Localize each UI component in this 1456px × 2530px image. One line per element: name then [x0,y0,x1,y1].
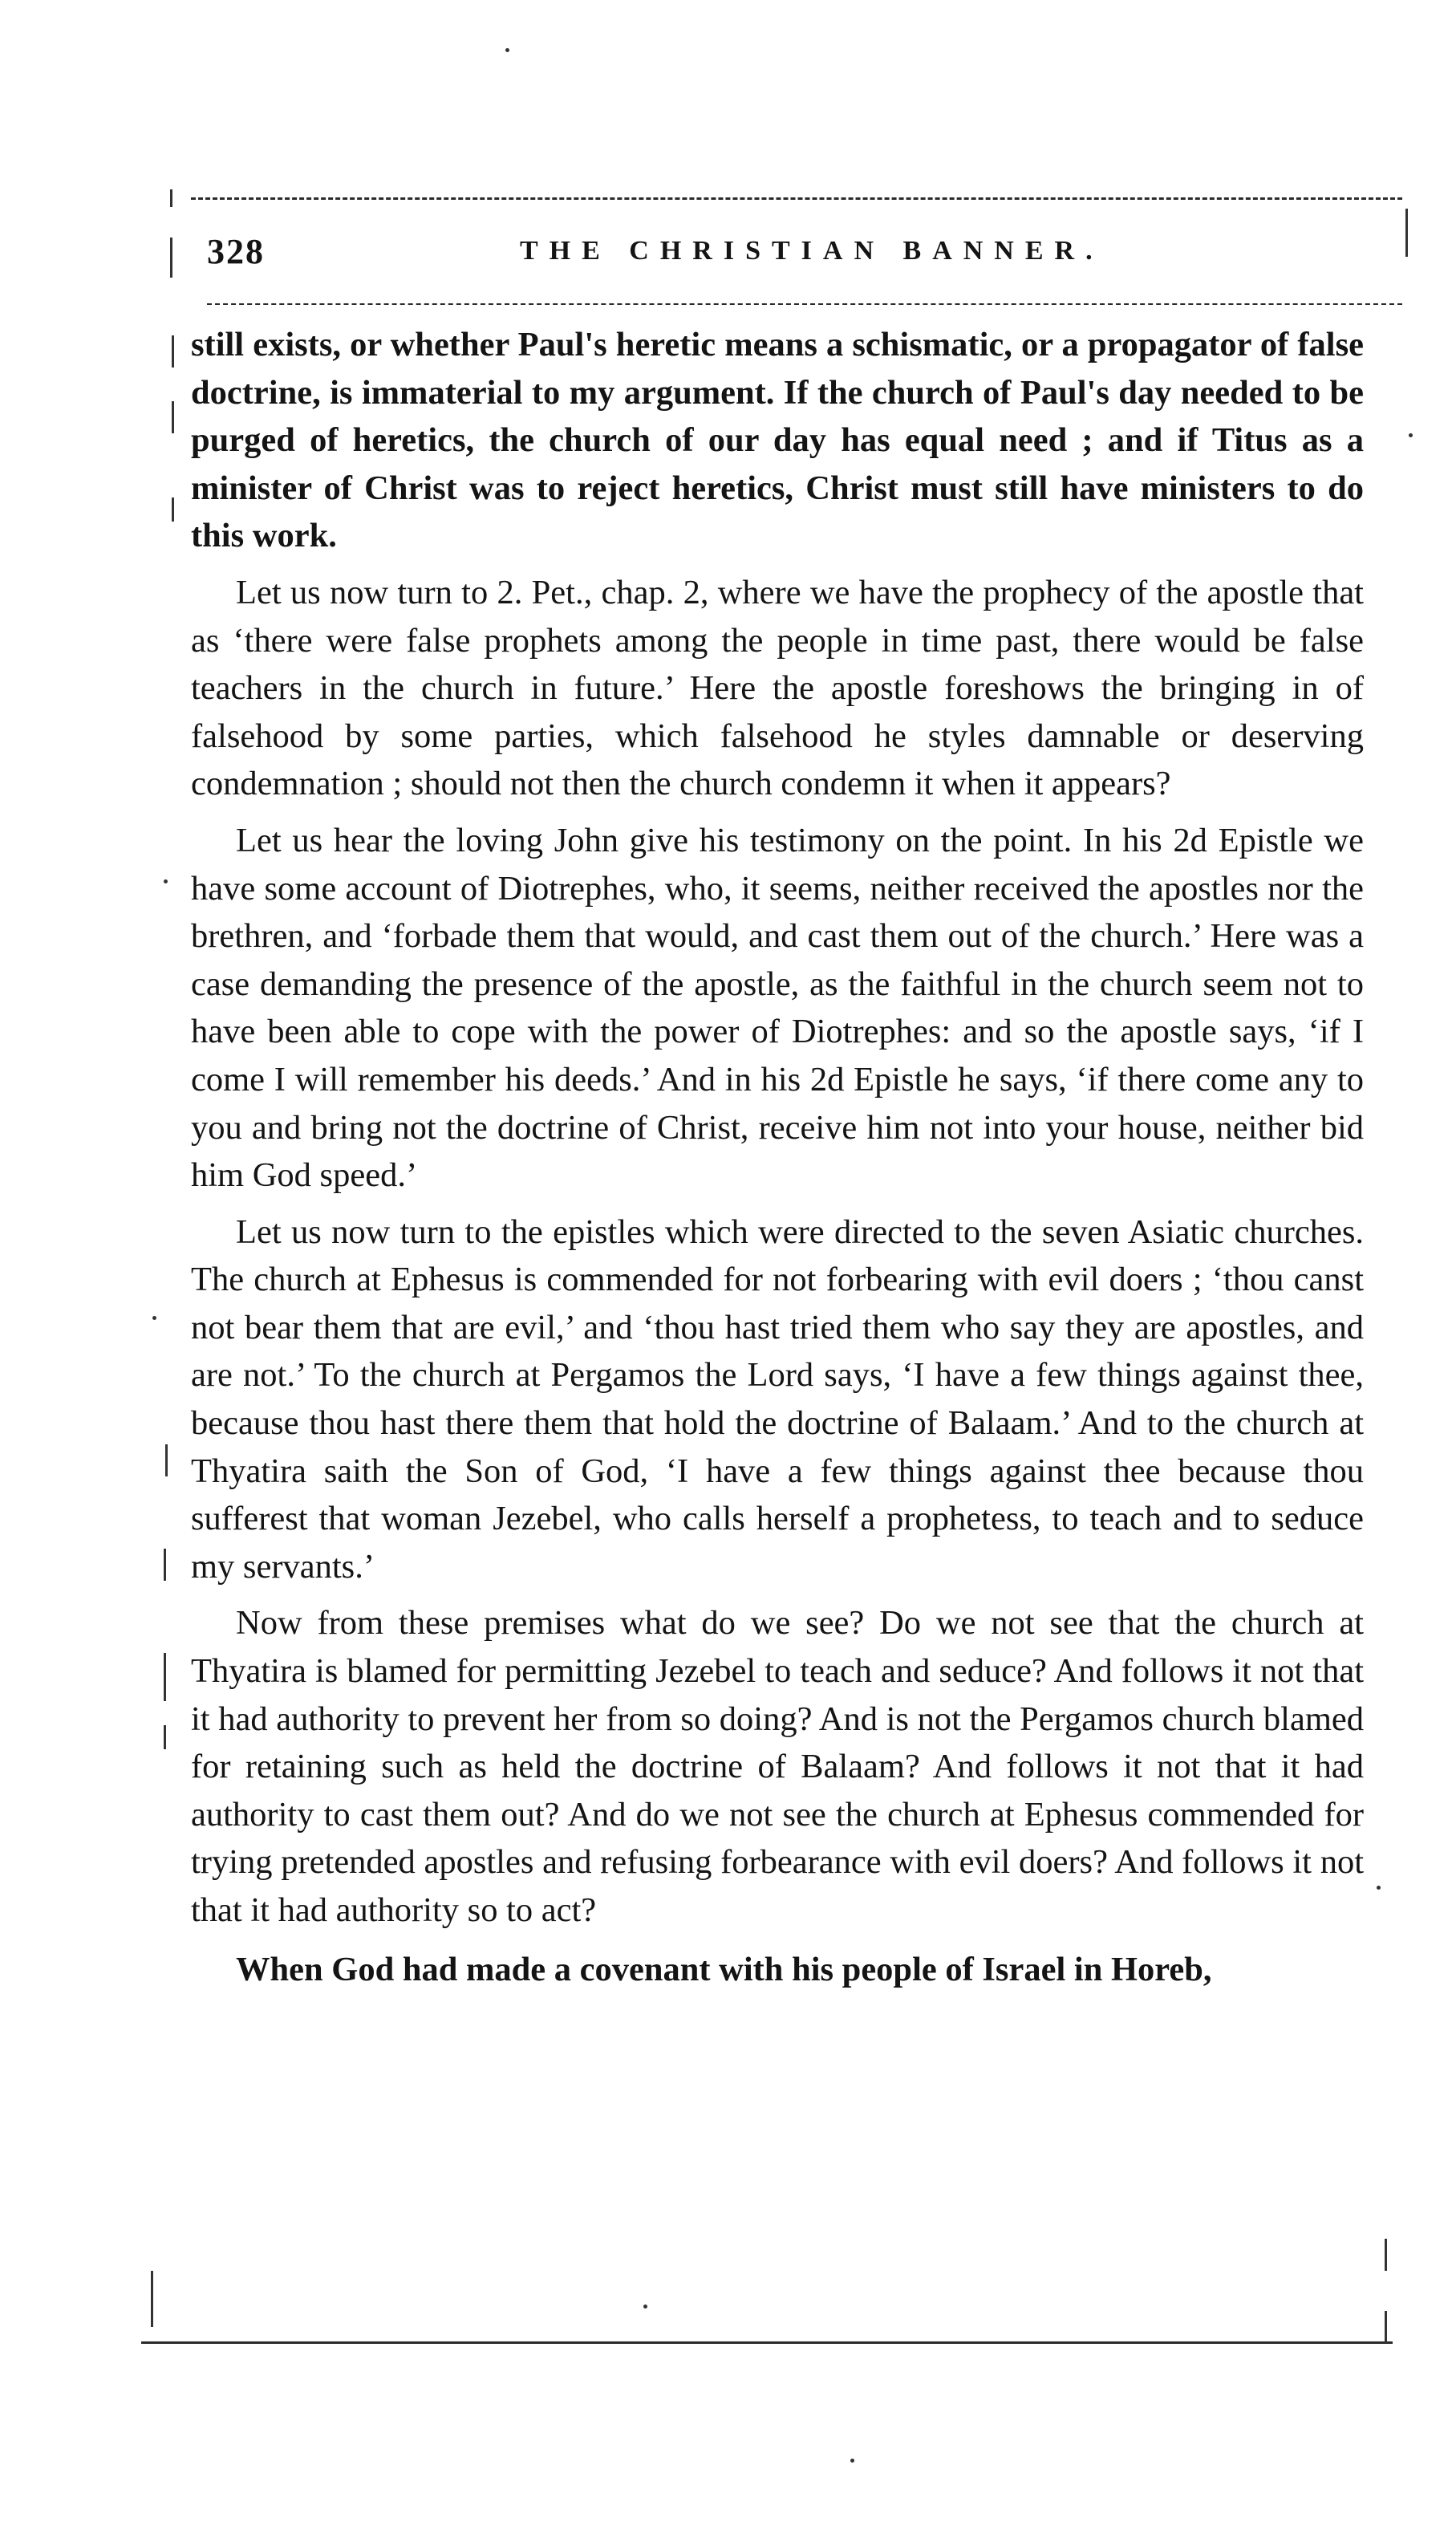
margin-mark [172,335,174,368]
page-number: 328 [207,232,265,271]
margin-mark [172,401,174,433]
header-rule [207,303,1402,305]
margin-mark [170,238,172,278]
margin-mark [1405,209,1408,257]
speck [1377,1886,1381,1890]
speck [850,2459,854,2463]
paragraph-john: Let us hear the loving John give his testimony on the point. In his 2d Epistle we have some account of Diotrephes, who, it seems, neither received the apostles nor the brethren, and ‘forbade them that would, and cast them out of the church.’ Here was a case demanding the presence of the apostle, as the faithful in the church seem not to have been able to cope with the power of Diotrephes: and so the apostle says, ‘if I come I will remember his deeds.’ And in his 2d Epistle he says, ‘if there come any to you and bring not the doctrine of Christ, receive him not into your house, neither bid him God speed.’ [191,821,1364,1195]
speck [505,48,509,52]
paragraph-continuation: still exists, or whether Paul's heretic means a schismatic, or a propagator of false doctrine, is immaterial to my argument. If the church of Paul's day needed to be purged of heretics, the church of our day has equal need ; and if Titus as a minister of Christ was to reject heretics, Christ must still have ministers to do this work. [191,326,1364,555]
top-rule [191,197,1402,200]
bottom-rule [141,2341,1393,2344]
margin-mark [1385,2311,1387,2343]
margin-mark [164,1549,166,1581]
margin-mark [164,1725,166,1749]
margin-mark [165,1444,168,1476]
speck [1409,433,1413,437]
speck [152,1316,156,1320]
running-header [207,231,1402,279]
margin-mark [172,497,174,522]
margin-mark [170,189,172,207]
paragraph-covenant: When God had made a covenant with his people of Israel in Horeb, [236,1950,1212,1988]
paragraph-premises: Now from these premises what do we see? Do we not see that the church at Thyatira is blamed for permitting Jezebel to teach and seduce? And follows it not that it had authority to prevent her from so doing? And is not the Pergamos church blamed for retaining such as held the doctrine of Balaam? And follows it not that it had authority to cast them out? And do we not see the church at Ephesus commended for trying pretended apostles and refusing forbearance with evil doers? And follows it not that it had authority so to act? [191,1604,1364,1929]
body-text [191,321,1364,2002]
running-title: THE CHRISTIAN BANNER. [520,236,1104,266]
paragraph-peter: Let us now turn to 2. Pet., chap. 2, where we have the prophecy of the apostle that as ‘there were false prophets among the people in time past, there would be false teachers in the church in future.’ Here the apostle foreshows the bringing in of falsehood by some parties, which falsehood he styles damnable or deserving condemnation ; should not then the church condemn it when it appears? [191,573,1364,803]
margin-mark [1385,2239,1387,2271]
margin-mark [164,1653,166,1701]
speck [164,879,168,883]
margin-mark [151,2271,153,2327]
paragraph-asiatic-churches: Let us now turn to the epistles which were directed to the seven Asiatic churches. The church at Ephesus is commended for not forbearing with evil doers ; ‘thou canst not bear them that are evil,’ and ‘thou hast tried them who say they are apostles, and are not.’ To the church at Pergamos the Lord says, ‘I have a few things against thee, because thou hast there them that hold the doctrine of Balaam.’ And to the church at Thyatira saith the Son of God, ‘I have a few things against thee because thou sufferest that woman Jezebel, who calls herself a prophetess, to teach and to seduce my servants.’ [191,1212,1364,1586]
speck [643,2305,647,2309]
